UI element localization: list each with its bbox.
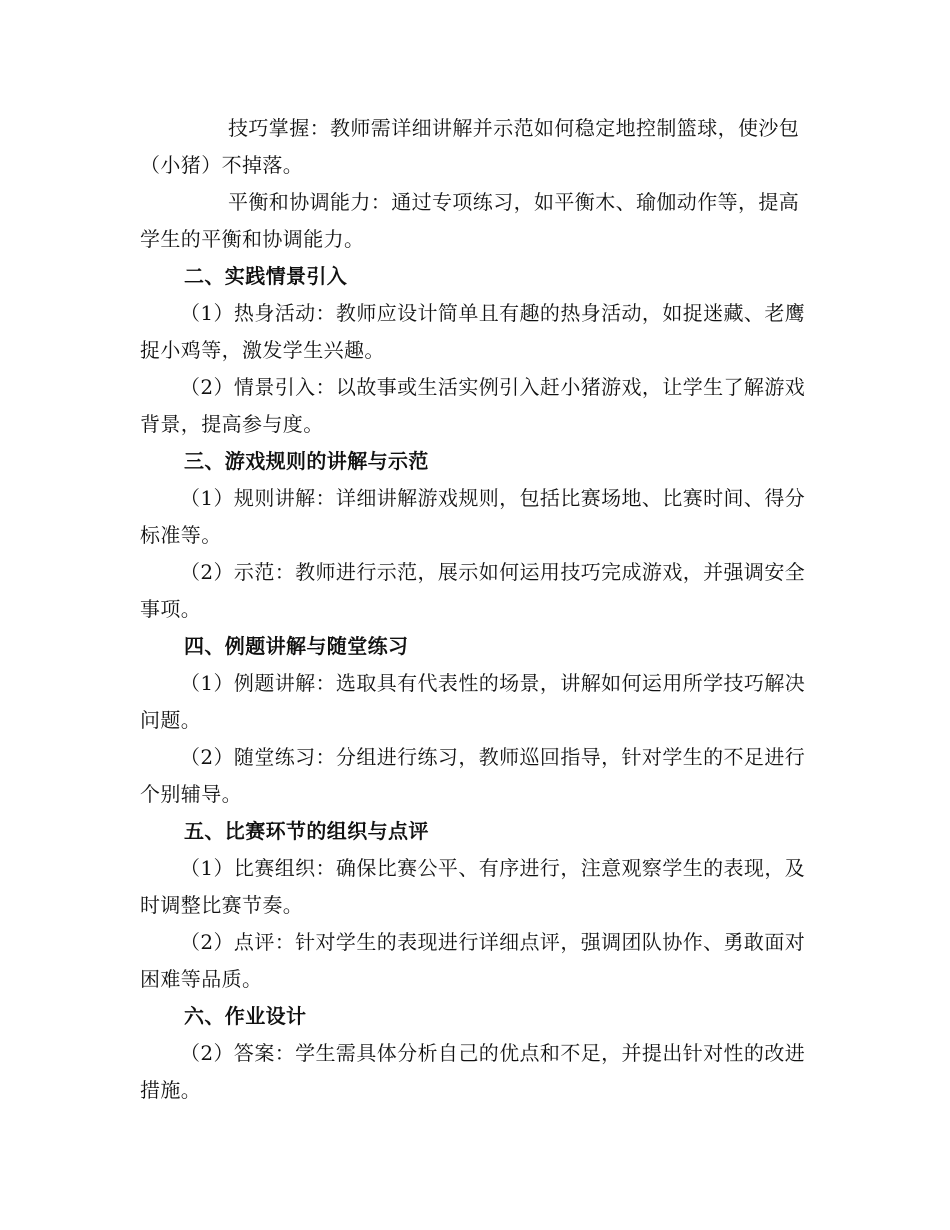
section-item: （2）点评：针对学生的表现进行详细点评，强调团队协作、勇敢面对困难等品质。	[140, 930, 806, 991]
section-item: （2）示范：教师进行示范，展示如何运用技巧完成游戏，并强调安全事项。	[140, 560, 806, 621]
section-heading-game-rules: 三、游戏规则的讲解与示范	[184, 449, 429, 473]
section-heading-practice-scene: 二、实践情景引入	[184, 264, 348, 288]
section-item: （2）随堂练习：分组进行练习，教师巡回指导，针对学生的不足进行个别辅导。	[140, 745, 806, 806]
section-item: （2）答案：学生需具体分析自己的优点和不足，并提出针对性的改进措施。	[140, 1041, 806, 1102]
section-item: （1）比赛组织：确保比赛公平、有序进行，注意观察学生的表现，及时调整比赛节奏。	[140, 856, 806, 917]
section-item: （2）情景引入：以故事或生活实例引入赶小猪游戏，让学生了解游戏背景，提高参与度。	[140, 375, 806, 436]
intro-paragraph-skill: 技巧掌握：教师需详细讲解并示范如何稳定地控制篮球，使沙包（小猪）不掉落。	[140, 116, 800, 177]
section-item: （1）例题讲解：选取具有代表性的场景，讲解如何运用所学技巧解决问题。	[140, 671, 806, 732]
section-item: （1）热身活动：教师应设计简单且有趣的热身活动，如捉迷藏、老鹰捉小鸡等，激发学生兴趣。	[140, 301, 806, 362]
section-heading-competition: 五、比赛环节的组织与点评	[184, 819, 429, 843]
section-heading-homework: 六、作业设计	[184, 1004, 307, 1028]
section-heading-examples-practice: 四、例题讲解与随堂练习	[184, 634, 409, 658]
intro-paragraph-balance: 平衡和协调能力：通过专项练习，如平衡木、瑜伽动作等，提高学生的平衡和协调能力。	[140, 190, 800, 251]
section-item: （1）规则讲解：详细讲解游戏规则，包括比赛场地、比赛时间、得分标准等。	[140, 486, 806, 547]
